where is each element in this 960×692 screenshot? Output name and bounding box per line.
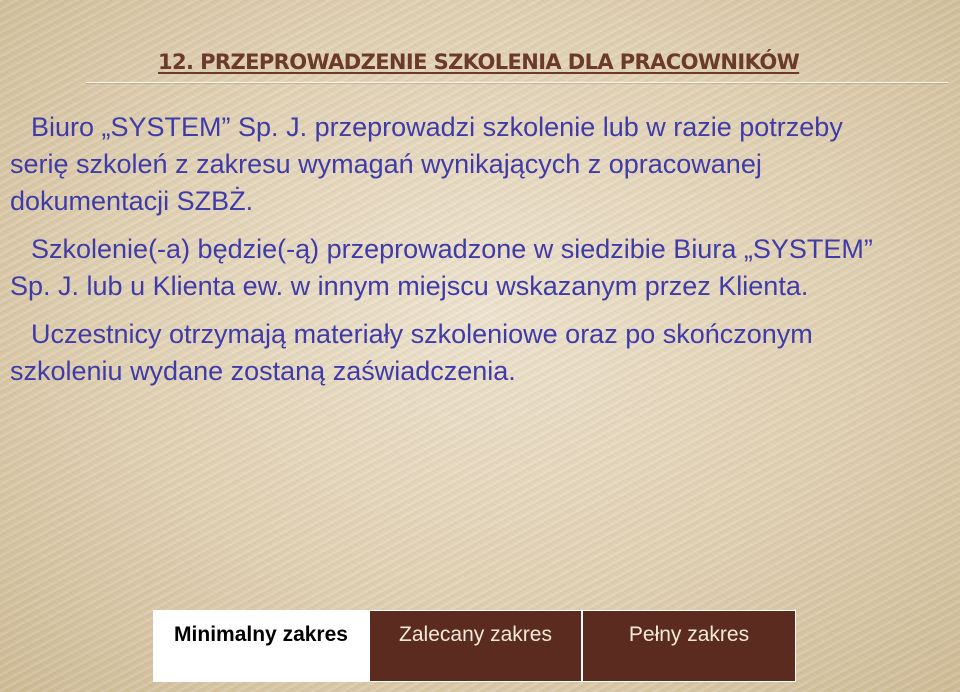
scope-options-bar <box>153 610 796 682</box>
slide-body <box>10 109 890 401</box>
option-recommended-scope[interactable]: Zalecany zakres <box>368 611 581 681</box>
option-minimal-scope[interactable]: Minimalny zakres <box>154 611 368 681</box>
paragraph-training-scope: Biuro „SYSTEM” Sp. J. przeprowadzi szkolenie lub w razie potrzeby serię szkoleń z zakresu wymagań wynikających z opracowanej dokumentacji SZBŻ. <box>10 112 843 216</box>
title-divider <box>86 82 948 84</box>
paragraph-training-materials: Uczestnicy otrzymają materiały szkoleniowe oraz po skończonym szkoleniu wydane zostaną zaświadczenia. <box>10 319 813 386</box>
option-full-scope[interactable]: Pełny zakres <box>581 611 795 681</box>
slide-title: 12. PRZEPROWADZENIE SZKOLENIA DLA PRACOWNIKÓW <box>158 50 800 74</box>
paragraph-training-location: Szkolenie(-a) będzie(-ą) przeprowadzone w siedzibie Biura „SYSTEM” Sp. J. lub u Klienta ew. w innym miejscu wskazanym przez Klienta. <box>10 234 873 301</box>
